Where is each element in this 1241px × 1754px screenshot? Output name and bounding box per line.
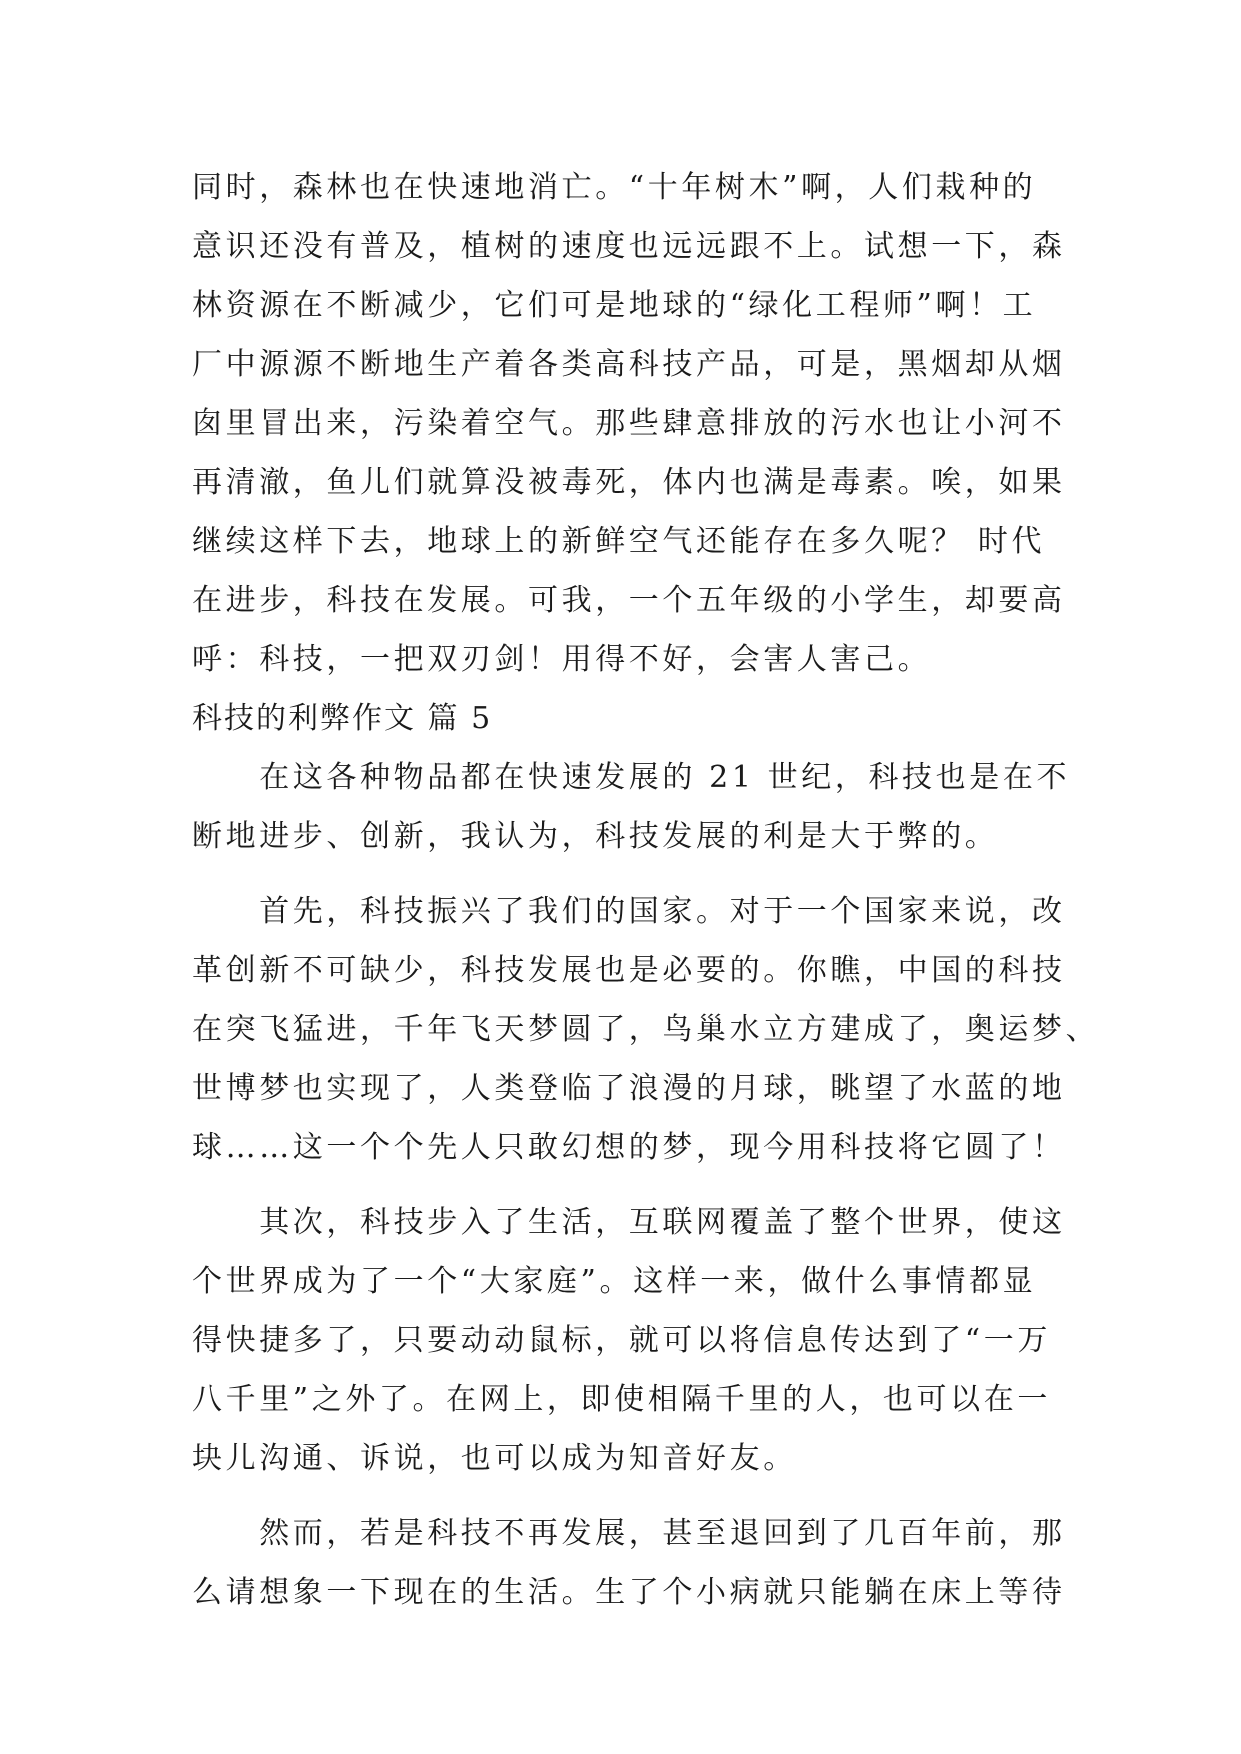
text-line: 得快捷多了，只要动动鼠标，就可以将信息传达到了“一万 [192,1323,1051,1358]
text-line: 同时，森林也在快速地消亡。“十年树木”啊，人们栽种的 [192,170,1037,205]
text-line: 厂中源源不断地生产着各类高科技产品，可是，黑烟却从烟 [192,347,1066,382]
text-line: 在进步，科技在发展。可我，一个五年级的小学生，却要高 [192,583,1066,618]
paragraph [192,1193,1066,1488]
text-line: 球……这一个个先人只敢幻想的梦，现今用科技将它圆了！ [192,1130,1066,1165]
text-line: 块儿沟通、诉说，也可以成为知音好友。 [192,1441,797,1476]
paragraph-spacer [192,1177,1060,1193]
text-line: 革创新不可缺少，科技发展也是必要的。你瞧，中国的科技 [192,953,1066,988]
text-line: 断地进步、创新，我认为，科技发展的利是大于弊的。 [192,819,999,854]
paragraph-spacer [192,866,1060,882]
text-line: 八千里”之外了。在网上，即使相隔千里的人，也可以在一 [192,1382,1051,1417]
paragraph [192,748,1071,866]
text-line: 再清澈，鱼儿们就算没被毒死，体内也满是毒素。唉，如果 [192,465,1066,500]
text-line: 林资源在不断减少，它们可是地球的“绿化工程师”啊！工 [192,288,1037,323]
text-line: 么请想象一下现在的生活。生了个小病就只能躺在床上等待 [192,1575,1066,1610]
text-line: 其次，科技步入了生活，互联网覆盖了整个世界，使这 [192,1205,1066,1240]
intro-paragraph [192,158,1066,689]
section-title: 科技的利弊作文 篇 5 [192,701,493,736]
text-line: 在突飞猛进，千年飞天梦圆了，鸟巢水立方建成了，奥运梦、 [192,1012,1100,1047]
paragraph [192,882,1100,1177]
text-line: 继续这样下去，地球上的新鲜空气还能存在多久呢？ 时代 [192,524,1046,559]
document-page [192,158,1100,1622]
text-line: 个世界成为了一个“大家庭”。这样一来，做什么事情都显 [192,1264,1037,1299]
text-line: 首先，科技振兴了我们的国家。对于一个国家来说，改 [192,894,1066,929]
text-line: 意识还没有普及，植树的速度也远远跟不上。试想一下，森 [192,229,1066,264]
paragraph [192,1504,1066,1622]
text-line: 世博梦也实现了，人类登临了浪漫的月球，眺望了水蓝的地 [192,1071,1066,1106]
text-line: 囱里冒出来，污染着空气。那些肆意排放的污水也让小河不 [192,406,1066,441]
paragraph-spacer [192,1488,1060,1504]
text-line: 呼：科技，一把双刃剑！用得不好，会害人害己。 [192,642,932,677]
text-line: 在这各种物品都在快速发展的 21 世纪，科技也是在不 [192,760,1071,795]
text-line: 然而，若是科技不再发展，甚至退回到了几百年前，那 [192,1516,1066,1551]
